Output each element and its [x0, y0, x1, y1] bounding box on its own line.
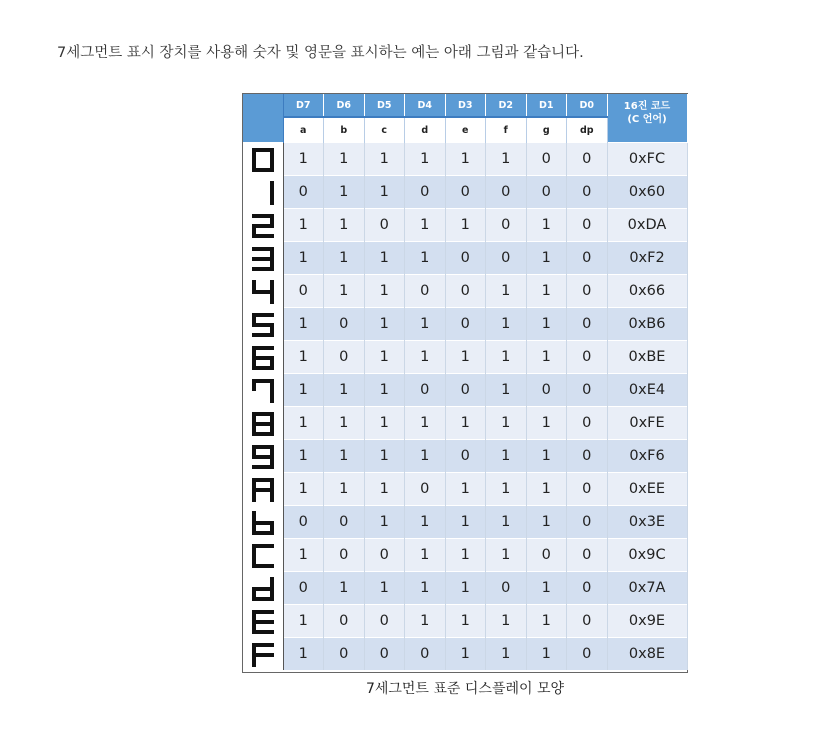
- hex-code-cell: 0x9E: [607, 605, 687, 638]
- bit-cell: 1: [526, 440, 567, 473]
- bit-cell: 1: [405, 308, 446, 341]
- bit-cell: 1: [526, 341, 567, 374]
- bit-cell: 1: [405, 572, 446, 605]
- seven-segment-glyph: [243, 539, 283, 572]
- segment-display: [247, 276, 279, 306]
- segment-header: d: [405, 117, 446, 143]
- bit-cell: 1: [405, 143, 446, 176]
- segment-g: [252, 257, 274, 261]
- hex-code-cell: 0x66: [607, 275, 687, 308]
- segment-header: f: [486, 117, 527, 143]
- seven-segment-glyph: [243, 242, 283, 275]
- segment-display: [247, 507, 279, 537]
- bit-cell: 1: [364, 572, 405, 605]
- segment-d: [252, 267, 274, 271]
- bit-cell: 1: [486, 473, 527, 506]
- segment-display: [247, 243, 279, 273]
- bit-cell: 0: [445, 176, 486, 209]
- bit-cell: 1: [364, 242, 405, 275]
- segment-d: [252, 465, 274, 469]
- bit-cell: 1: [364, 143, 405, 176]
- segment-header: b: [324, 117, 365, 143]
- table-row: [243, 209, 687, 242]
- table-row: [243, 638, 687, 671]
- hex-code-cell: 0xEE: [607, 473, 687, 506]
- segment-c: [270, 192, 274, 205]
- bit-cell: 1: [324, 242, 365, 275]
- bit-cell: 1: [486, 341, 527, 374]
- bit-cell: 1: [324, 572, 365, 605]
- bit-header: D5: [364, 94, 405, 117]
- bit-cell: 0: [526, 374, 567, 407]
- segment-g: [252, 455, 274, 459]
- bit-cell: 1: [324, 143, 365, 176]
- bit-cell: 0: [526, 176, 567, 209]
- bit-header-row: [243, 94, 687, 117]
- bit-cell: 0: [283, 506, 324, 539]
- bit-cell: 1: [445, 539, 486, 572]
- bit-cell: 0: [324, 506, 365, 539]
- segment-display: [247, 342, 279, 372]
- table-row: [243, 572, 687, 605]
- bit-cell: 1: [364, 407, 405, 440]
- bit-cell: 1: [445, 407, 486, 440]
- hex-header-line2: (C 언어): [627, 114, 667, 125]
- bit-cell: 1: [486, 638, 527, 671]
- hex-code-cell: 0x9C: [607, 539, 687, 572]
- bit-cell: 0: [364, 209, 405, 242]
- seven-segment-glyph: [243, 506, 283, 539]
- figure-caption: 7세그먼트 표준 디스플레이 모양: [365, 681, 565, 697]
- hex-code-cell: 0x3E: [607, 506, 687, 539]
- segment-header: dp: [567, 117, 608, 143]
- bit-cell: 1: [486, 374, 527, 407]
- bit-cell: 1: [486, 506, 527, 539]
- bit-cell: 1: [364, 341, 405, 374]
- bit-header: D6: [324, 94, 365, 117]
- bit-cell: 0: [567, 374, 608, 407]
- bit-cell: 0: [283, 275, 324, 308]
- table-row: [243, 242, 687, 275]
- bit-cell: 0: [405, 275, 446, 308]
- bit-cell: 1: [445, 143, 486, 176]
- hex-code-cell: 0xF2: [607, 242, 687, 275]
- bit-cell: 0: [445, 440, 486, 473]
- bit-cell: 0: [364, 605, 405, 638]
- bit-cell: 1: [486, 539, 527, 572]
- bit-header: D3: [445, 94, 486, 117]
- hex-code-cell: 0xBE: [607, 341, 687, 374]
- bit-cell: 0: [324, 638, 365, 671]
- segment-g: [252, 620, 274, 624]
- bit-cell: 0: [567, 473, 608, 506]
- digit-header: [243, 94, 283, 143]
- segment-g: [252, 488, 274, 492]
- table-row: [243, 341, 687, 374]
- table-row: [243, 605, 687, 638]
- seven-segment-glyph: [243, 440, 283, 473]
- bit-cell: 1: [283, 341, 324, 374]
- bit-cell: 1: [445, 209, 486, 242]
- table-body: [243, 143, 687, 671]
- bit-header: D1: [526, 94, 567, 117]
- seven-segment-table-frame: [242, 93, 688, 673]
- seven-segment-glyph: [243, 143, 283, 176]
- segment-display: [247, 177, 279, 207]
- bit-cell: 0: [364, 638, 405, 671]
- seven-segment-glyph: [243, 407, 283, 440]
- bit-cell: 1: [283, 308, 324, 341]
- bit-cell: 0: [445, 308, 486, 341]
- segment-display: [247, 408, 279, 438]
- bit-cell: 1: [445, 605, 486, 638]
- segment-e: [252, 555, 256, 568]
- bit-cell: 1: [364, 506, 405, 539]
- bit-cell: 1: [486, 275, 527, 308]
- seven-segment-glyph: [243, 638, 283, 671]
- segment-f: [252, 379, 256, 391]
- table-row: [243, 473, 687, 506]
- bit-cell: 0: [445, 275, 486, 308]
- seven-segment-glyph: [243, 209, 283, 242]
- segment-f: [252, 544, 256, 556]
- bit-cell: 1: [405, 440, 446, 473]
- segment-g: [252, 356, 274, 360]
- table-row: [243, 143, 687, 176]
- bit-cell: 0: [567, 638, 608, 671]
- table-row: [243, 308, 687, 341]
- bit-cell: 1: [283, 407, 324, 440]
- seven-segment-glyph: [243, 473, 283, 506]
- bit-cell: 1: [405, 407, 446, 440]
- bit-cell: 0: [526, 539, 567, 572]
- bit-cell: 1: [526, 209, 567, 242]
- bit-cell: 0: [567, 539, 608, 572]
- bit-cell: 1: [283, 143, 324, 176]
- seven-segment-glyph: [243, 374, 283, 407]
- segment-display: [247, 474, 279, 504]
- bit-cell: 1: [405, 506, 446, 539]
- table-row: [243, 176, 687, 209]
- seven-segment-glyph: [243, 341, 283, 374]
- segment-display: [247, 606, 279, 636]
- bit-header: D2: [486, 94, 527, 117]
- bit-cell: 1: [405, 242, 446, 275]
- segment-g: [252, 653, 274, 657]
- bit-cell: 1: [486, 407, 527, 440]
- bit-header: D0: [567, 94, 608, 117]
- bit-cell: 1: [405, 605, 446, 638]
- bit-cell: 1: [283, 440, 324, 473]
- bit-cell: 0: [405, 374, 446, 407]
- bit-cell: 0: [324, 605, 365, 638]
- bit-cell: 1: [283, 638, 324, 671]
- segment-g: [252, 422, 274, 426]
- hex-code-cell: 0xE4: [607, 374, 687, 407]
- bit-cell: 1: [526, 275, 567, 308]
- bit-header: D7: [283, 94, 324, 117]
- bit-cell: 0: [445, 374, 486, 407]
- bit-cell: 1: [526, 242, 567, 275]
- table-row: [243, 275, 687, 308]
- bit-cell: 0: [324, 539, 365, 572]
- bit-cell: 1: [324, 407, 365, 440]
- segment-header: c: [364, 117, 405, 143]
- bit-cell: 1: [526, 407, 567, 440]
- bit-cell: 1: [526, 605, 567, 638]
- bit-cell: 0: [283, 572, 324, 605]
- bit-cell: 0: [567, 242, 608, 275]
- bit-cell: 1: [486, 440, 527, 473]
- segment-display: [247, 375, 279, 405]
- bit-cell: 1: [283, 209, 324, 242]
- bit-cell: 1: [283, 539, 324, 572]
- bit-cell: 1: [486, 143, 527, 176]
- bit-cell: 1: [486, 605, 527, 638]
- seven-segment-table: [243, 94, 688, 670]
- segment-header: a: [283, 117, 324, 143]
- bit-cell: 1: [324, 176, 365, 209]
- bit-cell: 1: [364, 308, 405, 341]
- bit-cell: 0: [486, 572, 527, 605]
- bit-cell: 1: [364, 275, 405, 308]
- bit-cell: 1: [324, 209, 365, 242]
- segment-g: [252, 587, 274, 591]
- segment-g: [252, 290, 274, 294]
- bit-header: D4: [405, 94, 446, 117]
- segment-display: [247, 639, 279, 669]
- bit-cell: 1: [445, 638, 486, 671]
- bit-cell: 0: [526, 143, 567, 176]
- bit-cell: 0: [486, 242, 527, 275]
- bit-cell: 0: [567, 143, 608, 176]
- segment-g: [252, 521, 274, 525]
- seven-segment-glyph: [243, 308, 283, 341]
- bit-cell: 0: [486, 176, 527, 209]
- hex-code-cell: 0xFC: [607, 143, 687, 176]
- seven-segment-glyph: [243, 572, 283, 605]
- bit-cell: 0: [283, 176, 324, 209]
- bit-cell: 1: [445, 572, 486, 605]
- hex-header-line1: 16진 코드: [623, 101, 671, 112]
- bit-cell: 1: [364, 440, 405, 473]
- bit-cell: 0: [324, 308, 365, 341]
- segment-f: [252, 148, 256, 160]
- bit-cell: 1: [364, 374, 405, 407]
- segment-c: [270, 390, 274, 403]
- bit-cell: 0: [567, 341, 608, 374]
- segment-header: g: [526, 117, 567, 143]
- bit-cell: 1: [445, 341, 486, 374]
- bit-cell: 1: [526, 572, 567, 605]
- bit-cell: 1: [283, 242, 324, 275]
- bit-cell: 0: [567, 506, 608, 539]
- bit-cell: 1: [405, 539, 446, 572]
- segment-display: [247, 144, 279, 174]
- bit-cell: 1: [405, 341, 446, 374]
- bit-cell: 1: [405, 209, 446, 242]
- segment-header: e: [445, 117, 486, 143]
- table-row: [243, 440, 687, 473]
- bit-cell: 1: [324, 374, 365, 407]
- seven-segment-glyph: [243, 176, 283, 209]
- segment-g: [252, 224, 274, 228]
- bit-cell: 1: [364, 176, 405, 209]
- bit-cell: 1: [283, 605, 324, 638]
- bit-cell: 0: [567, 440, 608, 473]
- bit-cell: 0: [567, 407, 608, 440]
- segment-display: [247, 309, 279, 339]
- segment-g: [252, 323, 274, 327]
- bit-cell: 0: [405, 176, 446, 209]
- bit-cell: 0: [486, 209, 527, 242]
- intro-text: 7세그먼트 표시 장치를 사용해 숫자 및 영문을 표시하는 예는 아래 그림과 같습니다.: [57, 45, 584, 61]
- bit-cell: 0: [567, 308, 608, 341]
- seven-segment-glyph: [243, 605, 283, 638]
- table-row: [243, 407, 687, 440]
- bit-cell: 0: [567, 176, 608, 209]
- bit-cell: 1: [526, 638, 567, 671]
- table-row: [243, 374, 687, 407]
- hex-code-cell: 0xF6: [607, 440, 687, 473]
- bit-cell: 1: [324, 275, 365, 308]
- segment-display: [247, 573, 279, 603]
- bit-cell: 0: [405, 473, 446, 506]
- seven-segment-glyph: [243, 275, 283, 308]
- bit-cell: 1: [445, 473, 486, 506]
- hex-code-cell: 0x7A: [607, 572, 687, 605]
- bit-cell: 0: [405, 638, 446, 671]
- bit-cell: 0: [445, 242, 486, 275]
- segment-display: [247, 210, 279, 240]
- segment-display: [247, 441, 279, 471]
- bit-cell: 1: [324, 473, 365, 506]
- hex-code-cell: 0xB6: [607, 308, 687, 341]
- bit-cell: 0: [567, 209, 608, 242]
- bit-cell: 1: [324, 440, 365, 473]
- bit-cell: 1: [486, 308, 527, 341]
- table-row: [243, 506, 687, 539]
- bit-cell: 1: [283, 473, 324, 506]
- segment-d: [252, 333, 274, 337]
- bit-cell: 1: [283, 374, 324, 407]
- bit-cell: 1: [526, 506, 567, 539]
- hex-code-cell: 0x8E: [607, 638, 687, 671]
- bit-cell: 0: [364, 539, 405, 572]
- bit-cell: 1: [526, 473, 567, 506]
- bit-cell: 0: [324, 341, 365, 374]
- segment-display: [247, 540, 279, 570]
- hex-code-header: [607, 94, 687, 143]
- hex-code-cell: 0xDA: [607, 209, 687, 242]
- bit-cell: 0: [567, 275, 608, 308]
- bit-cell: 0: [567, 605, 608, 638]
- table-row: [243, 539, 687, 572]
- bit-cell: 1: [526, 308, 567, 341]
- bit-cell: 1: [445, 506, 486, 539]
- hex-code-cell: 0xFE: [607, 407, 687, 440]
- hex-code-cell: 0x60: [607, 176, 687, 209]
- segment-e: [252, 159, 256, 172]
- bit-cell: 1: [364, 473, 405, 506]
- bit-cell: 0: [567, 572, 608, 605]
